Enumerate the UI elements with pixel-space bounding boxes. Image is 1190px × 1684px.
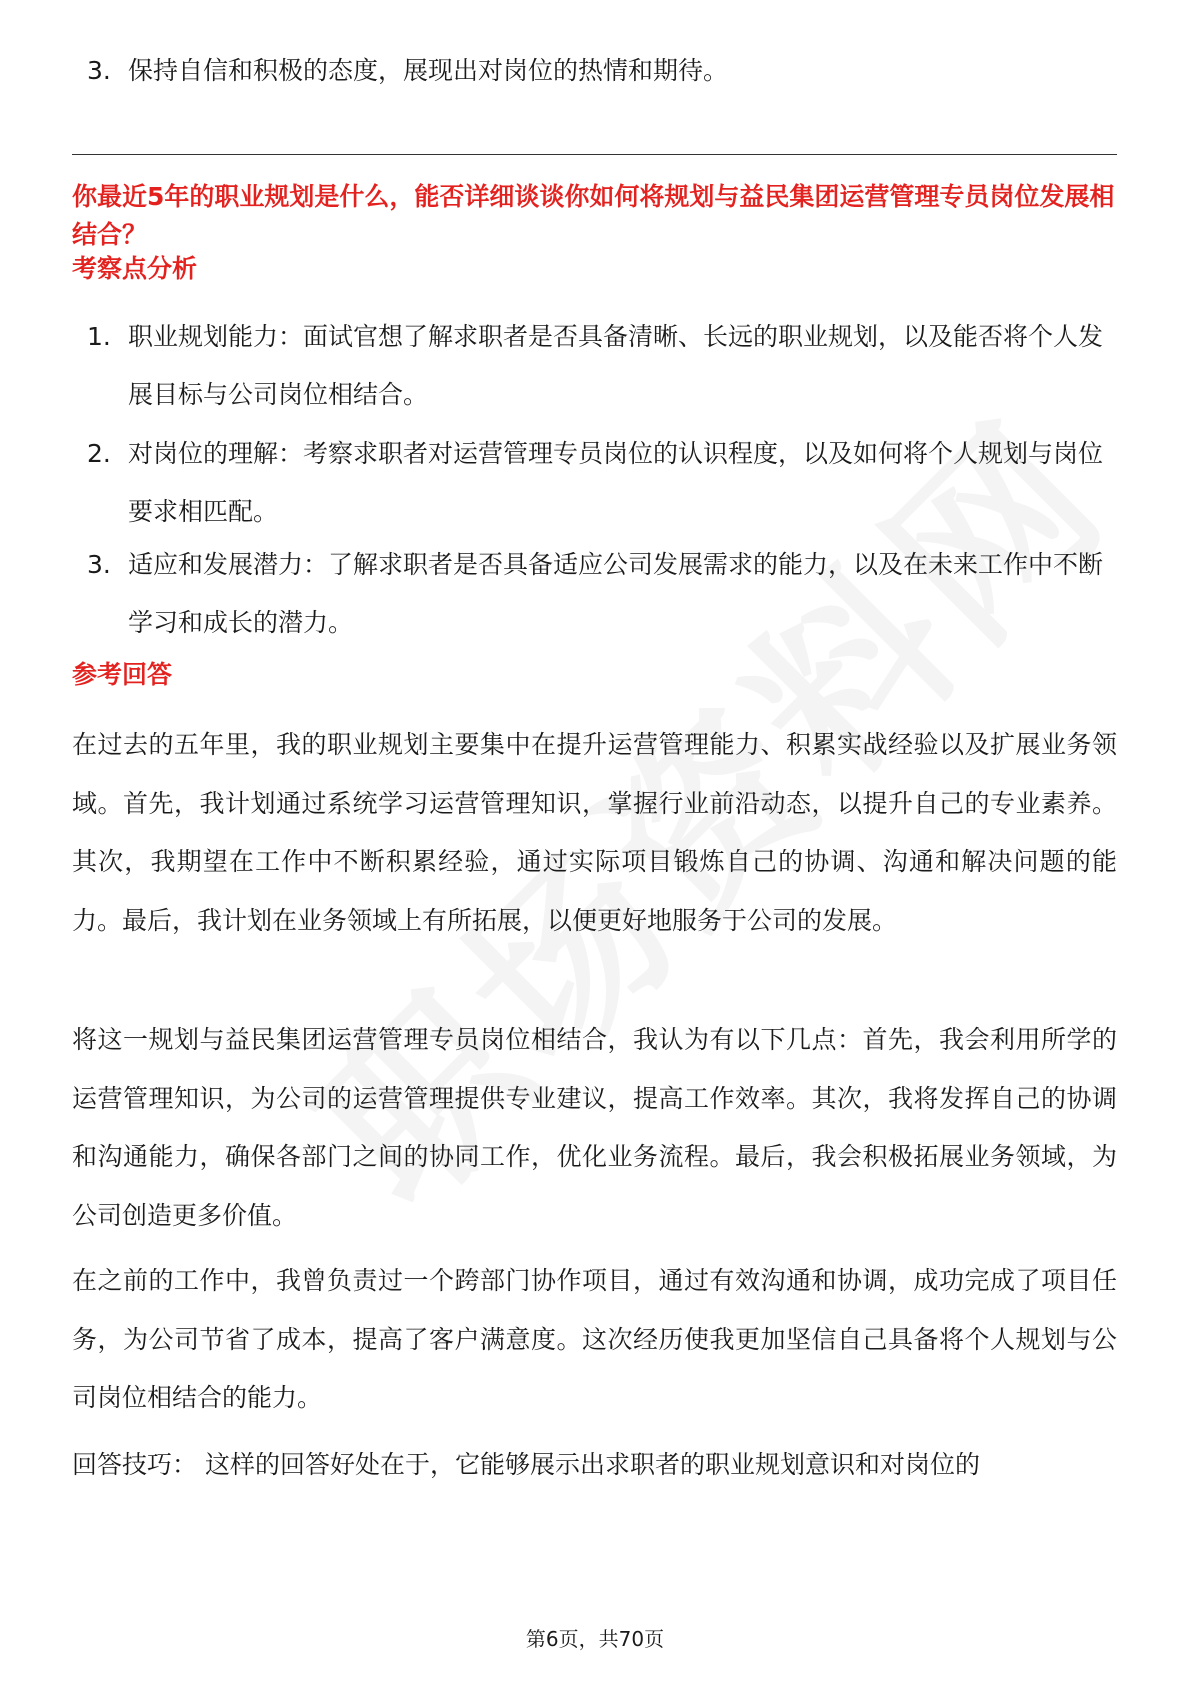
list-number: 2. [87,439,111,468]
analysis-heading: 考察点分析 [72,254,198,283]
section-divider [72,154,1117,155]
list-number: 3. [87,56,111,85]
list-item [72,536,1117,653]
list-text: 职业规划能力：面试官想了解求职者是否具备清晰、长远的职业规划，以及能否将个人发展目标与公司岗位相结合。 [128,322,1104,409]
answer-tip: 回答技巧： 这样的回答好处在于，它能够展示出求职者的职业规划意识和对岗位的 [72,1450,980,1479]
list-number: 1. [87,322,111,351]
list-number: 3. [87,550,111,579]
list-item [72,425,1117,542]
list-item [72,308,1117,425]
answer-paragraph: 将这一规划与益民集团运营管理专员岗位相结合，我认为有以下几点：首先，我会利用所学的运营管理知识，为公司的运营管理提供专业建议，提高工作效率。其次，我将发挥自己的协调和沟通能力，确保各部门之间的协同工作，优化业务流程。最后，我会积极拓展业务领域，为公司创造更多价值。 [72,1025,1117,1230]
answer-heading: 参考回答 [72,660,173,689]
page-number: 第6页，共70页 [525,1627,665,1651]
list-text: 适应和发展潜力：了解求职者是否具备适应公司发展需求的能力，以及在未来工作中不断学习和成长的潜力。 [128,550,1104,637]
answer-paragraph: 在之前的工作中，我曾负责过一个跨部门协作项目，通过有效沟通和协调，成功完成了项目任务，为公司节省了成本，提高了客户满意度。这次经历使我更加坚信自己具备将个人规划与公司岗位相结合的能力。 [72,1266,1117,1412]
question-title: 你最近5年的职业规划是什么，能否详细谈谈你如何将规划与益民集团运营管理专员岗位发展相结合？ [72,182,1115,249]
list-text: 保持自信和积极的态度，展现出对岗位的热情和期待。 [128,56,729,85]
answer-paragraph: 在过去的五年里，我的职业规划主要集中在提升运营管理能力、积累实战经验以及扩展业务领域。首先，我计划通过系统学习运营管理知识，掌握行业前沿动态，以提升自己的专业素养。其次，我期望在工作中不断积累经验，通过实际项目锻炼自己的协调、沟通和解决问题的能力。最后，我计划在业务领域上有所拓展，以便更好地服务于公司的发展。 [72,730,1117,935]
list-text: 对岗位的理解：考察求职者对运营管理专员岗位的认识程度，以及如何将个人规划与岗位要求相匹配。 [128,439,1104,526]
